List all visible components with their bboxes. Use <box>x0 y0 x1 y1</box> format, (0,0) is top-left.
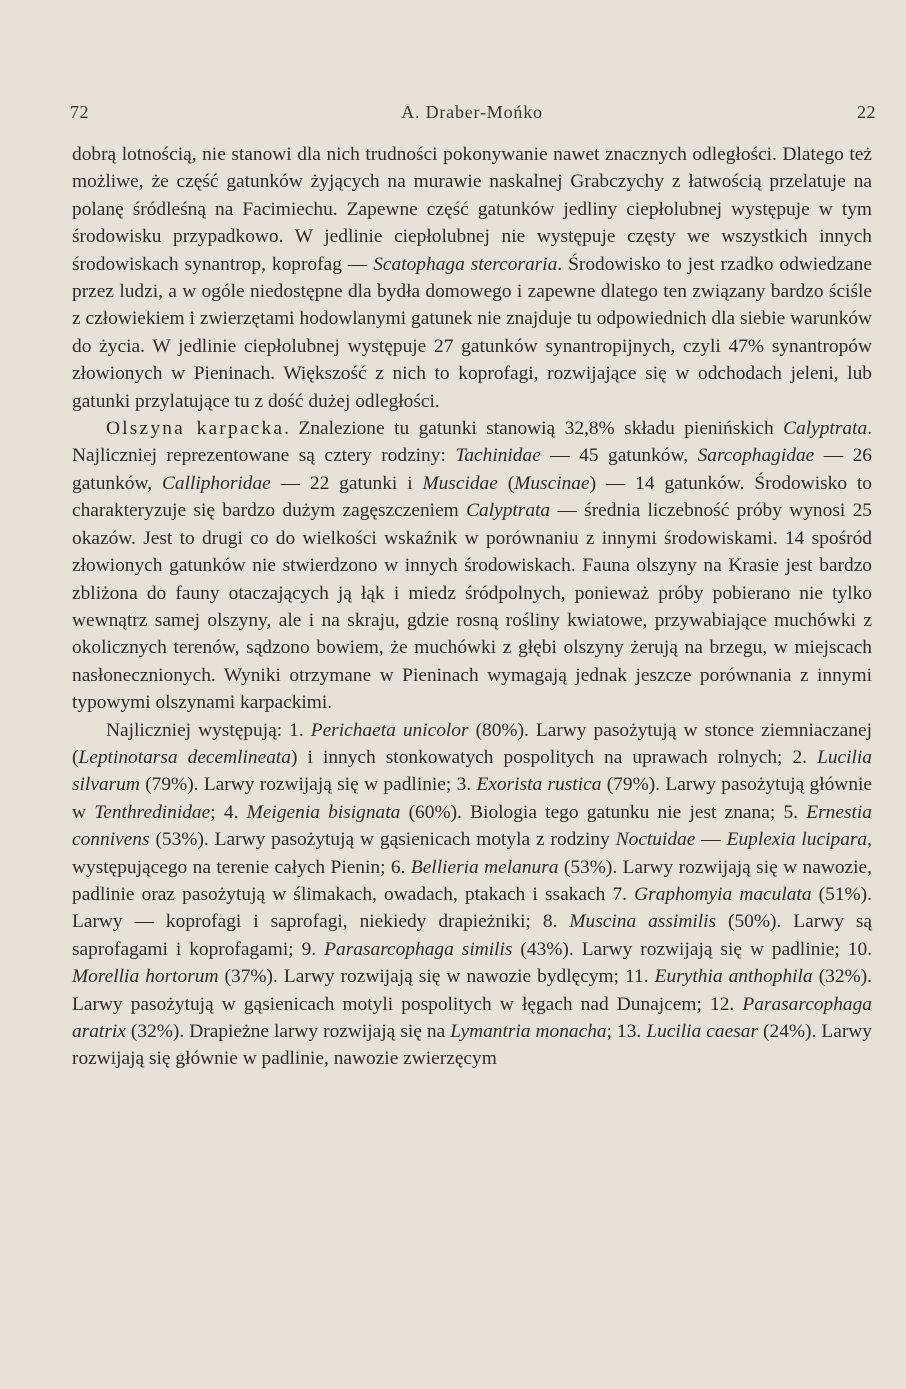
text-run: (43%). Larwy rozwijają się w padlinie; 10. <box>512 938 872 960</box>
italic-taxon-name: Muscina assimilis <box>569 911 717 933</box>
italic-taxon-name: Ernestia connivens <box>72 801 872 851</box>
italic-taxon-name: Lymantria monacha <box>450 1021 607 1042</box>
section-number: 22 <box>857 102 876 122</box>
italic-taxon-name: Bellieria melanura <box>410 856 559 878</box>
text-run: . Najliczniej reprezentowane są cztery rodziny: <box>72 418 872 467</box>
italic-taxon-name: Tachinidae <box>455 445 541 467</box>
italic-taxon-name: Sarcophagidae <box>697 445 815 467</box>
text-run: (80%). Larwy pasożytują w stonce ziemniaczanej ( <box>72 719 872 768</box>
text-run: (50%). Larwy są saprofagami i koprofagami; 9. <box>72 911 873 960</box>
spaced-heading: Olszyna karpacka <box>106 418 285 440</box>
page-number: 72 <box>70 102 89 122</box>
text-run: (60%). Biologia tego gatunku nie jest znana; 5. <box>400 801 807 823</box>
italic-taxon-name: Calyptrata <box>783 418 868 440</box>
text-run: ( <box>497 472 515 494</box>
italic-taxon-name: Scatophaga stercoraria <box>373 253 558 275</box>
text-run: — 45 gatunków, <box>540 445 698 467</box>
text-run: (24%). Larwy rozwijają się głównie w padlinie, nawozie zwierzęcym <box>72 1021 872 1070</box>
italic-taxon-name: Noctuidae <box>615 829 696 851</box>
text-run: (79%). Larwy pasożytują głównie w <box>72 774 873 823</box>
text-run: . Środowisko to jest rzadko odwiedzane przez ludzi, a w ogóle niedostępne dla bydła domowego i zapewne dlatego ten związany bardzo ściśle z człowiekiem i zwierzętami hodowlanymi gatunek nie znajduje tu odpowiednich dla siebie warunków do życia. W jedlinie ciepłolubnej występuje 27 gatunków synantropijnych, czyli 47% synantropów złowionych w Pieninach. Większość z nich to koprofagi, rozwijające się w odchodach jeleni, lub gatunki przylatujące tu z dość dużej odległości. <box>72 253 872 412</box>
text-run: (51%). Larwy — koprofagi i saprofagi, niekiedy drapieżniki; 8. <box>72 883 872 933</box>
text-run: dobrą lotnością, nie stanowi dla nich trudności pokonywanie nawet znacznych odległości. Dlatego też możliwe, że część gatunków żyjących na murawie naskalnej Grabczychy z łatwością przelatuje na polanę śródleśną na Facimiechu. Zapewne część gatunków jedliny ciepłolubnej występuje w tym środowisku przypadkowo. W jedlinie ciepłolubnej nie występuje częsty we wszystkich innych środowiskach synantrop, koprofag — <box>72 144 872 275</box>
italic-taxon-name: Meigenia bisignata <box>246 801 401 823</box>
text-run: Najliczniej występują: 1. <box>106 719 311 741</box>
italic-taxon-name: Calliphoridae <box>161 472 271 494</box>
text-run: (32%). Larwy pasożytują w gąsienicach motyli pospolitych w łęgach nad Dunajcem; 12. <box>72 966 873 1015</box>
italic-taxon-name: Muscinae <box>514 472 590 494</box>
text-run: (32%). Drapieżne larwy rozwijają się na <box>125 1021 451 1042</box>
text-run: ) — 14 gatunków. Środowisko to charakteryzuje się bardzo dużym zagęszczeniem <box>72 472 872 522</box>
italic-taxon-name: Calyptrata <box>466 500 551 522</box>
italic-taxon-name: Graphomyia maculata <box>634 883 812 905</box>
text-run: , występującego na terenie całych Pienin; 6. <box>72 829 872 878</box>
italic-taxon-name: Parasarcophaga aratrix <box>72 993 872 1042</box>
italic-taxon-name: Perichaeta unicolor <box>310 719 469 741</box>
text-run: — średnia liczebność próby wynosi 25 okazów. Jest to drugi co do wielkości wskaźnik w porównaniu z innymi środowiskami. 14 spośród złowionych gatunków nie stwierdzono w innych środowiskach. Fauna olszyny na Krasie jest bardzo zbliżona do fauny otaczających ją łąk i miedz śródpolnych, ponieważ próby pobierano nie tylko wewnątrz samej olszyny, ale i na skraju, gdzie rosną rośliny kwiatowe, przywabiające muchówki z okolicznych terenów, sądzono bowiem, że muchówki z głębi olszyny żerują na brzegu, w miejscach nasłonecznionych. Wyniki otrzymane w Pieninach wymagają jednak jeszcze porównania z innymi typowymi olszynami karpackimi. <box>72 500 872 714</box>
running-header <box>68 102 876 126</box>
italic-taxon-name: Eurythia anthophila <box>654 966 813 988</box>
italic-taxon-name: Lucilia silvarum <box>72 746 873 796</box>
italic-taxon-name: Morellia hortorum <box>72 966 219 988</box>
italic-taxon-name: Parasarcophaga similis <box>324 938 513 960</box>
italic-taxon-name: Leptinotarsa decemlineata <box>78 746 292 768</box>
text-run: (53%). Larwy pasożytują w gąsienicach motyla z rodziny <box>149 829 616 851</box>
paragraph <box>72 141 872 415</box>
italic-taxon-name: Tenthredinidae <box>94 801 211 823</box>
paragraph <box>72 415 872 716</box>
paragraph <box>72 717 872 1073</box>
text-run: ; 4. <box>210 801 247 823</box>
italic-taxon-name: Euplexia lucipara <box>726 829 868 851</box>
text-run: . Znalezione tu gatunki stanowią 32,8% składu pienińskich <box>284 418 784 440</box>
text-run: — <box>695 829 727 851</box>
text-run: (53%). Larwy rozwijają się w nawozie, padlinie oraz pasożytują w ślimakach, owadach, ptakach i ssakach 7. <box>72 856 872 905</box>
text-run: — 26 gatunków, <box>72 445 872 494</box>
text-run: — 22 gatunki i <box>270 472 423 494</box>
text-run: ; 13. <box>606 1021 647 1042</box>
text-run: (37%). Larwy rozwijają się w nawozie bydlęcym; 11. <box>218 966 655 988</box>
italic-taxon-name: Exorista rustica <box>476 774 602 796</box>
text-run: ) i innych stonkowatych pospolitych na uprawach rolnych; 2. <box>291 746 818 768</box>
italic-taxon-name: Lucilia caesar <box>646 1021 758 1042</box>
body-text <box>72 141 872 1073</box>
text-run: (79%). Larwy rozwijają się w padlinie; 3. <box>139 774 477 796</box>
italic-taxon-name: Muscidae <box>422 472 498 494</box>
running-head-author: A. Draber-Mońko <box>401 102 543 122</box>
